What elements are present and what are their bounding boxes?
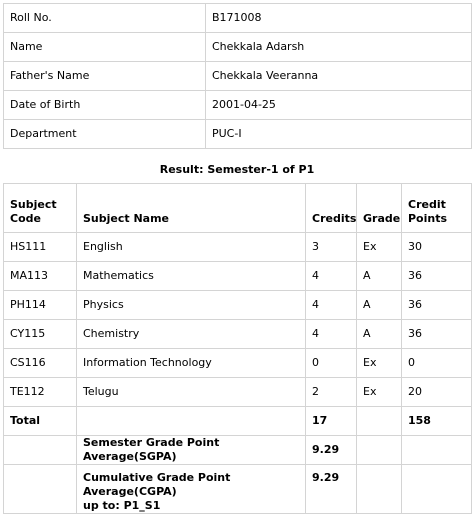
info-value: Chekkala Adarsh — [206, 33, 472, 62]
subject-grade: Ex — [357, 349, 402, 378]
table-row — [4, 378, 472, 407]
header-credit-points-line1: Credit — [408, 198, 446, 211]
result-heading: Result: Semester-1 of P1 — [159, 163, 315, 176]
info-label: Department — [4, 120, 206, 149]
student-info-table — [3, 3, 472, 149]
info-row-date-of-birth — [4, 91, 472, 120]
table-row — [4, 233, 472, 262]
info-row-roll-no — [4, 4, 472, 33]
subject-name: Chemistry — [77, 320, 306, 349]
sgpa-value: 9.29 — [306, 436, 357, 465]
subject-name: Physics — [77, 291, 306, 320]
cgpa-value: 9.29 — [306, 465, 357, 514]
total-credit-points: 158 — [402, 407, 472, 436]
table-row — [4, 291, 472, 320]
info-value: B171008 — [206, 4, 472, 33]
subject-credit-points: 36 — [402, 320, 472, 349]
info-value: PUC-I — [206, 120, 472, 149]
total-empty-cell — [77, 407, 306, 436]
info-label: Name — [4, 33, 206, 62]
subject-credit-points: 36 — [402, 262, 472, 291]
subject-name: English — [77, 233, 306, 262]
subject-code: CY115 — [4, 320, 77, 349]
sgpa-empty-grade-cell — [357, 436, 402, 465]
info-label: Roll No. — [4, 4, 206, 33]
subject-credits: 4 — [306, 262, 357, 291]
subject-code: HS111 — [4, 233, 77, 262]
sgpa-label: Semester Grade Point Average(SGPA) — [77, 436, 306, 465]
total-label: Total — [4, 407, 77, 436]
table-row — [4, 262, 472, 291]
header-subject-code-line1: Subject — [10, 198, 57, 211]
result-header-row — [4, 184, 472, 233]
subject-code: MA113 — [4, 262, 77, 291]
subject-grade: A — [357, 320, 402, 349]
subject-grade: Ex — [357, 233, 402, 262]
total-empty-grade-cell — [357, 407, 402, 436]
subject-name: Telugu — [77, 378, 306, 407]
cgpa-row — [4, 465, 472, 514]
cgpa-empty-grade-cell — [357, 465, 402, 514]
subject-grade: A — [357, 291, 402, 320]
sgpa-empty-points-cell — [402, 436, 472, 465]
table-row — [4, 320, 472, 349]
subject-code: CS116 — [4, 349, 77, 378]
subject-credits: 0 — [306, 349, 357, 378]
subject-credits: 4 — [306, 320, 357, 349]
info-value: Chekkala Veeranna — [206, 62, 472, 91]
header-credits: Credits — [306, 184, 357, 233]
total-credits: 17 — [306, 407, 357, 436]
info-row-department — [4, 120, 472, 149]
table-row — [4, 349, 472, 378]
subject-code: TE112 — [4, 378, 77, 407]
subject-grade: Ex — [357, 378, 402, 407]
header-subject-name: Subject Name — [77, 184, 306, 233]
subject-grade: A — [357, 262, 402, 291]
subject-credit-points: 20 — [402, 378, 472, 407]
subject-credit-points: 30 — [402, 233, 472, 262]
header-grade: Grade — [357, 184, 402, 233]
header-subject-code — [4, 184, 77, 233]
cgpa-empty-cell — [4, 465, 77, 514]
cgpa-empty-points-cell — [402, 465, 472, 514]
subject-code: PH114 — [4, 291, 77, 320]
subject-credit-points: 36 — [402, 291, 472, 320]
header-subject-code-line2: Code — [10, 212, 41, 225]
cgpa-label-line1: Cumulative Grade Point Average(CGPA) — [83, 471, 231, 498]
info-row-name — [4, 33, 472, 62]
subject-credit-points: 0 — [402, 349, 472, 378]
sgpa-empty-cell — [4, 436, 77, 465]
result-table — [3, 183, 472, 514]
info-label: Father's Name — [4, 62, 206, 91]
subject-name: Mathematics — [77, 262, 306, 291]
cgpa-label — [77, 465, 306, 514]
subject-credits: 3 — [306, 233, 357, 262]
subject-name: Information Technology — [77, 349, 306, 378]
total-row — [4, 407, 472, 436]
cgpa-label-line2: up to: P1_S1 — [83, 499, 161, 512]
header-credit-points — [402, 184, 472, 233]
subject-credits: 4 — [306, 291, 357, 320]
info-value: 2001-04-25 — [206, 91, 472, 120]
header-credit-points-line2: Points — [408, 212, 448, 225]
subject-credits: 2 — [306, 378, 357, 407]
info-label: Date of Birth — [4, 91, 206, 120]
sgpa-row — [4, 436, 472, 465]
info-row-fathers-name — [4, 62, 472, 91]
